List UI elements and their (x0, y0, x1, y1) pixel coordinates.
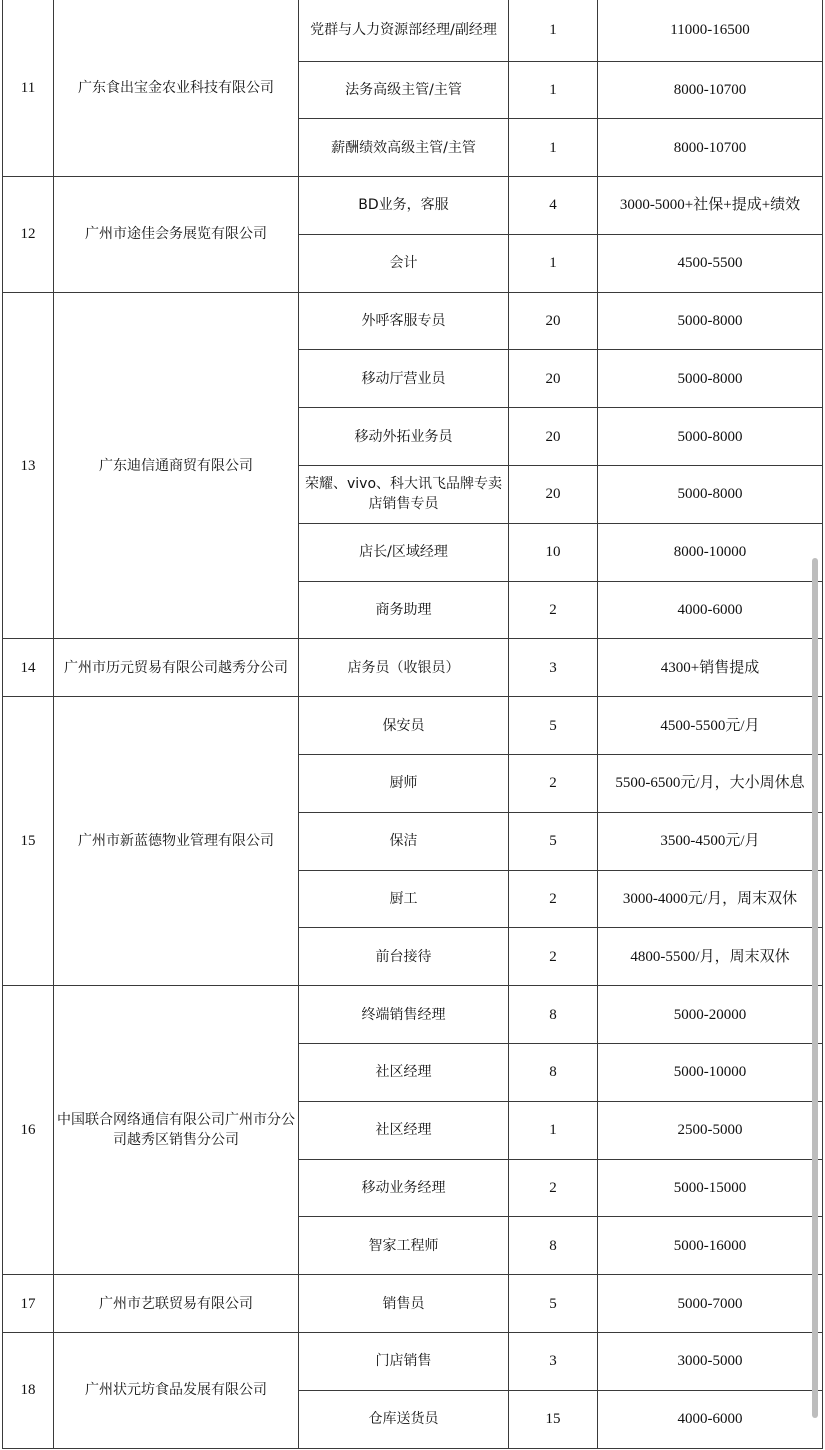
position-title-cell: 外呼客服专员 (299, 292, 509, 350)
headcount-cell: 5 (509, 812, 598, 870)
table-body (3, 0, 823, 1448)
headcount-cell: 20 (509, 408, 598, 466)
headcount-cell: 20 (509, 292, 598, 350)
salary-cell: 4500-5500 (598, 234, 823, 292)
position-title-cell: 店长/区域经理 (299, 523, 509, 581)
table-row (3, 292, 823, 350)
salary-cell: 5000-16000 (598, 1217, 823, 1275)
position-title-cell: 店务员（收银员） (299, 639, 509, 697)
table-row (3, 1333, 823, 1391)
position-title-cell: 法务高级主管/主管 (299, 61, 509, 119)
salary-cell: 11000-16500 (598, 0, 823, 61)
headcount-cell: 8 (509, 986, 598, 1044)
headcount-cell: 2 (509, 870, 598, 928)
table-row (3, 1275, 823, 1333)
salary-cell: 4000-6000 (598, 581, 823, 639)
position-title-cell: 移动厅营业员 (299, 350, 509, 408)
salary-cell: 4500-5500元/月 (598, 697, 823, 755)
position-title-cell: 荣耀、vivo、科大讯飞品牌专卖店销售专员 (299, 466, 509, 524)
headcount-cell: 2 (509, 1159, 598, 1217)
headcount-cell: 1 (509, 1101, 598, 1159)
table-row (3, 177, 823, 235)
salary-cell: 3500-4500元/月 (598, 812, 823, 870)
company-name-cell: 广州市艺联贸易有限公司 (54, 1275, 299, 1333)
position-title-cell: 保洁 (299, 812, 509, 870)
salary-cell: 5000-10000 (598, 1044, 823, 1102)
salary-cell: 5000-8000 (598, 408, 823, 466)
headcount-cell: 3 (509, 639, 598, 697)
headcount-cell: 3 (509, 1333, 598, 1391)
company-index-cell: 16 (3, 986, 54, 1275)
position-title-cell: 厨师 (299, 755, 509, 813)
company-name-cell: 广州状元坊食品发展有限公司 (54, 1333, 299, 1449)
salary-cell: 5000-7000 (598, 1275, 823, 1333)
headcount-cell: 4 (509, 177, 598, 235)
headcount-cell: 1 (509, 119, 598, 177)
salary-cell: 5000-8000 (598, 350, 823, 408)
headcount-cell: 2 (509, 581, 598, 639)
salary-cell: 5500-6500元/月，大小周休息 (598, 755, 823, 813)
salary-cell: 3000-4000元/月，周末双休 (598, 870, 823, 928)
company-name-cell: 广东食出宝金农业科技有限公司 (54, 0, 299, 177)
salary-cell: 3000-5000 (598, 1333, 823, 1391)
position-title-cell: 移动外拓业务员 (299, 408, 509, 466)
position-title-cell: 智家工程师 (299, 1217, 509, 1275)
position-title-cell: 前台接待 (299, 928, 509, 986)
headcount-cell: 20 (509, 350, 598, 408)
position-title-cell: 门店销售 (299, 1333, 509, 1391)
headcount-cell: 10 (509, 523, 598, 581)
headcount-cell: 1 (509, 0, 598, 61)
salary-cell: 5000-20000 (598, 986, 823, 1044)
headcount-cell: 2 (509, 928, 598, 986)
company-index-cell: 15 (3, 697, 54, 986)
table-row (3, 986, 823, 1044)
headcount-cell: 8 (509, 1217, 598, 1275)
company-name-cell: 广州市历元贸易有限公司越秀分公司 (54, 639, 299, 697)
company-name-cell: 广州市新蓝德物业管理有限公司 (54, 697, 299, 986)
position-title-cell: BD业务，客服 (299, 177, 509, 235)
salary-cell: 4300+销售提成 (598, 639, 823, 697)
position-title-cell: 保安员 (299, 697, 509, 755)
headcount-cell: 15 (509, 1390, 598, 1448)
company-index-cell: 18 (3, 1333, 54, 1449)
headcount-cell: 5 (509, 1275, 598, 1333)
headcount-cell: 20 (509, 466, 598, 524)
salary-cell: 5000-8000 (598, 292, 823, 350)
table-row (3, 697, 823, 755)
position-title-cell: 厨工 (299, 870, 509, 928)
company-name-cell: 广州市途佳会务展览有限公司 (54, 177, 299, 293)
table-row (3, 0, 823, 61)
table-row (3, 639, 823, 697)
company-index-cell: 11 (3, 0, 54, 177)
company-index-cell: 13 (3, 292, 54, 639)
company-name-cell: 广东迪信通商贸有限公司 (54, 292, 299, 639)
position-title-cell: 仓库送货员 (299, 1390, 509, 1448)
headcount-cell: 1 (509, 61, 598, 119)
salary-cell: 5000-8000 (598, 466, 823, 524)
company-name-cell: 中国联合网络通信有限公司广州市分公司越秀区销售分公司 (54, 986, 299, 1275)
salary-cell: 2500-5000 (598, 1101, 823, 1159)
company-index-cell: 12 (3, 177, 54, 293)
company-index-cell: 14 (3, 639, 54, 697)
salary-cell: 5000-15000 (598, 1159, 823, 1217)
position-title-cell: 薪酬绩效高级主管/主管 (299, 119, 509, 177)
position-title-cell: 商务助理 (299, 581, 509, 639)
salary-cell: 8000-10700 (598, 61, 823, 119)
position-title-cell: 社区经理 (299, 1044, 509, 1102)
salary-cell: 8000-10000 (598, 523, 823, 581)
salary-cell: 4000-6000 (598, 1390, 823, 1448)
headcount-cell: 5 (509, 697, 598, 755)
headcount-cell: 8 (509, 1044, 598, 1102)
position-title-cell: 终端销售经理 (299, 986, 509, 1044)
headcount-cell: 1 (509, 234, 598, 292)
position-title-cell: 党群与人力资源部经理/副经理 (299, 0, 509, 61)
headcount-cell: 2 (509, 755, 598, 813)
company-index-cell: 17 (3, 1275, 54, 1333)
job-listing-table (2, 0, 823, 1449)
position-title-cell: 销售员 (299, 1275, 509, 1333)
salary-cell: 8000-10700 (598, 119, 823, 177)
salary-cell: 3000-5000+社保+提成+绩效 (598, 177, 823, 235)
position-title-cell: 会计 (299, 234, 509, 292)
position-title-cell: 移动业务经理 (299, 1159, 509, 1217)
position-title-cell: 社区经理 (299, 1101, 509, 1159)
salary-cell: 4800-5500/月，周末双休 (598, 928, 823, 986)
vertical-scrollbar[interactable] (812, 558, 818, 1418)
